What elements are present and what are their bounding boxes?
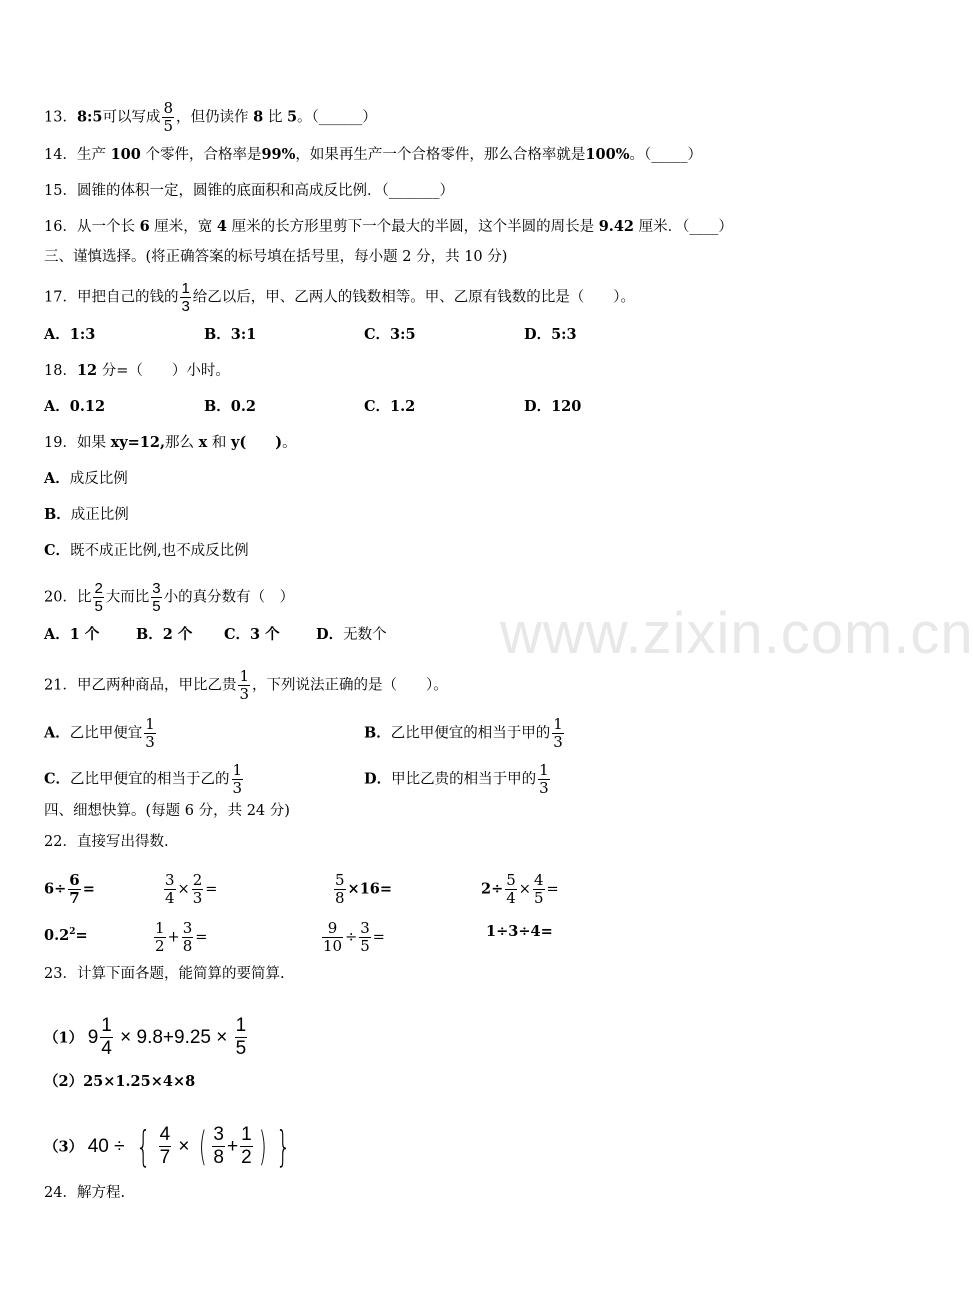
q20-option-c[interactable] xyxy=(224,625,280,645)
q-number: 18． xyxy=(44,363,77,379)
option-text: 乙比甲便宜 xyxy=(69,725,143,742)
text: 分=（ ）小时。 xyxy=(101,363,230,379)
part-label: （2） xyxy=(44,1073,84,1090)
denominator: 8 xyxy=(213,1147,224,1168)
denominator: 3 xyxy=(145,733,155,751)
q20-option-b[interactable] xyxy=(136,625,192,645)
fraction xyxy=(154,920,166,955)
operator: × xyxy=(178,1135,190,1157)
q-number: 13． xyxy=(44,109,77,126)
section-3-heading: 三、谨慎选择。(将正确答案的标号填在括号里，每小题 2 分，共 10 分) xyxy=(44,249,508,265)
text: 从一个长 xyxy=(76,219,135,235)
q18-option-b[interactable]: B．0.2 xyxy=(204,398,256,415)
operator: × xyxy=(177,881,190,898)
numerator: 9 xyxy=(327,919,338,937)
denominator: 5 xyxy=(94,598,103,615)
number: 8 xyxy=(253,108,264,126)
number: 5 xyxy=(286,108,298,126)
number: 100% xyxy=(585,146,630,163)
denominator: 3 xyxy=(181,298,190,315)
question-22: 22．直接写出得数. xyxy=(44,834,169,850)
q21-option-d[interactable] xyxy=(364,762,552,797)
text: 那么 xyxy=(165,435,195,451)
option-label: D． xyxy=(364,770,392,788)
text: 0.2 xyxy=(44,926,70,944)
option-label: C． xyxy=(44,770,71,788)
denominator: 5 xyxy=(152,598,161,615)
calc-r1c4 xyxy=(481,872,559,907)
numerator: 4 xyxy=(533,871,544,889)
denominator: 4 xyxy=(506,889,516,907)
answer-blank[interactable]: 。（______） xyxy=(297,109,377,126)
q18-option-a[interactable]: A．0.12 xyxy=(44,398,106,415)
numerator: 1 xyxy=(539,761,549,779)
fraction xyxy=(159,1124,172,1169)
text: 给乙以后，甲、乙两人的钱数相等。甲、乙原有钱数的比是（ ）。 xyxy=(192,289,636,306)
denominator: 2 xyxy=(241,1147,252,1168)
text: ，下列说法正确的是（ ）。 xyxy=(252,677,448,694)
text: 和 xyxy=(211,435,227,451)
text: 如果 xyxy=(76,435,106,451)
numerator: 8 xyxy=(163,99,174,117)
fraction xyxy=(538,762,550,797)
fraction xyxy=(322,920,343,955)
denominator: 3 xyxy=(239,685,249,703)
question-24: 24．解方程. xyxy=(44,1185,126,1201)
exponent: 2 xyxy=(69,927,76,937)
question-20 xyxy=(44,580,294,615)
numerator: 1 xyxy=(145,715,155,733)
question-18 xyxy=(44,361,230,381)
q23-part-3 xyxy=(44,1121,297,1171)
operator: × xyxy=(518,881,531,898)
fraction xyxy=(552,716,564,751)
left-brace: { xyxy=(135,1121,151,1171)
text: ×16= xyxy=(347,880,393,898)
denominator: 2 xyxy=(155,937,165,955)
numerator: 5 xyxy=(335,871,345,889)
equals: = xyxy=(82,880,95,898)
option-text: 成反比例 xyxy=(69,471,128,487)
question-13 xyxy=(44,100,377,135)
fraction xyxy=(192,872,204,907)
part-label: （3） xyxy=(44,1138,84,1156)
denominator: 7 xyxy=(69,889,80,907)
text: 厘米，宽 xyxy=(154,219,213,235)
denominator: 5 xyxy=(360,937,370,955)
denominator: 7 xyxy=(159,1147,171,1168)
denominator: 10 xyxy=(323,937,343,955)
text: 甲把自己的钱的 xyxy=(76,289,179,306)
number: 100 xyxy=(110,146,141,163)
denominator: 8 xyxy=(335,889,345,907)
option-text: 无数个 xyxy=(343,627,387,643)
text: 6÷ xyxy=(44,880,67,898)
numerator: 6 xyxy=(69,871,80,889)
numerator: 3 xyxy=(165,871,175,889)
left-paren: ( xyxy=(198,1123,207,1170)
option-text: 1 个 xyxy=(69,626,100,643)
fraction xyxy=(359,920,371,955)
question-15: 15．圆锥的体积一定，圆锥的底面积和高成反比例．（_______） xyxy=(44,183,454,199)
expression xyxy=(87,1121,297,1171)
numerator: 5 xyxy=(506,871,516,889)
fraction xyxy=(144,716,156,751)
q21-option-b[interactable] xyxy=(364,716,566,751)
option-label: A． xyxy=(44,470,70,487)
q18-option-d[interactable]: D．120 xyxy=(524,398,582,415)
text: 大而比 xyxy=(105,589,150,606)
denominator: 5 xyxy=(533,889,544,907)
answer-blank[interactable]: 。（_____） xyxy=(629,147,702,163)
numerator: 1 xyxy=(101,1015,112,1036)
right-paren: ) xyxy=(258,1123,267,1170)
question-19 xyxy=(44,433,297,453)
option-label: B． xyxy=(44,506,71,523)
text: 比 xyxy=(267,109,283,126)
numerator: 1 xyxy=(239,667,249,685)
q-number: 17． xyxy=(44,289,77,306)
question-16 xyxy=(44,217,733,237)
text: 比 xyxy=(76,589,92,606)
q23-part-1 xyxy=(44,1015,249,1060)
denominator: 3 xyxy=(539,779,549,797)
option-label: A． xyxy=(44,724,70,742)
denominator: 3 xyxy=(232,779,243,797)
equals: = xyxy=(205,881,218,898)
operator: ÷ xyxy=(345,929,358,946)
numerator: 1 xyxy=(155,919,165,937)
number: 6 xyxy=(139,218,150,235)
option-label: C． xyxy=(44,542,71,559)
fraction xyxy=(212,1124,225,1169)
denominator: 4 xyxy=(101,1038,112,1059)
answer-blank[interactable]: 厘米．（____） xyxy=(638,219,733,235)
fraction xyxy=(100,1015,113,1060)
numerator: 2 xyxy=(94,580,103,597)
q17-option-d[interactable]: D．5:3 xyxy=(524,326,577,343)
calc-r1c1 xyxy=(44,872,95,907)
calc-r2c4: 1÷3÷4= xyxy=(486,923,553,940)
numerator: 1 xyxy=(181,280,190,297)
text: 40 ÷ xyxy=(87,1135,125,1157)
q17-option-c[interactable]: C．3:5 xyxy=(364,326,416,343)
q20-option-a[interactable] xyxy=(44,625,99,645)
fraction xyxy=(93,580,103,615)
ratio: 8:5 xyxy=(76,108,103,126)
q18-option-c[interactable]: C．1.2 xyxy=(364,398,416,415)
fraction xyxy=(505,872,517,907)
numerator: 1 xyxy=(235,1015,247,1036)
number: 4 xyxy=(216,218,227,235)
fraction xyxy=(533,872,545,907)
q-number: 16． xyxy=(44,219,77,235)
expression xyxy=(87,1015,250,1059)
option-text: 乙比甲便宜的相当于甲的 xyxy=(390,725,551,742)
q-number: 14． xyxy=(44,147,77,163)
variable: y( ) xyxy=(231,434,283,451)
text: × 9.8+9.25 × xyxy=(120,1026,228,1048)
fraction xyxy=(232,762,244,797)
numerator: 4 xyxy=(159,1124,171,1145)
numerator: 3 xyxy=(213,1124,224,1145)
text: 小的真分数有（ ） xyxy=(163,589,295,606)
fraction xyxy=(180,280,190,315)
number: 12 xyxy=(76,362,98,379)
numerator: 1 xyxy=(241,1124,252,1145)
denominator: 8 xyxy=(182,937,193,955)
q19-option-a[interactable] xyxy=(44,469,128,489)
q17-option-a[interactable]: A．1:3 xyxy=(44,326,96,343)
q21-option-a[interactable] xyxy=(44,716,158,751)
q17-option-b[interactable]: B．3:1 xyxy=(204,326,257,343)
q20-option-d[interactable] xyxy=(316,625,387,645)
denominator: 5 xyxy=(163,117,174,135)
denominator: 3 xyxy=(192,889,203,907)
number: 99% xyxy=(261,146,296,163)
fraction xyxy=(151,580,161,615)
variable: x xyxy=(198,434,208,451)
number: 9.42 xyxy=(598,218,635,235)
text: 生产 xyxy=(76,147,106,163)
fraction xyxy=(238,668,250,703)
question-14 xyxy=(44,145,702,165)
section-4-heading: 四、细想快算。(每题 6 分，共 24 分) xyxy=(44,803,290,819)
text: 2÷ xyxy=(481,880,504,898)
question-17 xyxy=(44,280,635,315)
q19-option-b[interactable] xyxy=(44,505,129,525)
fraction xyxy=(164,872,176,907)
text: 。 xyxy=(282,435,297,451)
fraction xyxy=(240,1124,253,1169)
numerator: 3 xyxy=(182,919,193,937)
calc-r2c2 xyxy=(152,920,207,955)
fraction xyxy=(182,920,194,955)
option-label: B． xyxy=(136,626,163,643)
numerator: 3 xyxy=(152,580,161,597)
denominator: 3 xyxy=(553,733,563,751)
text: 个零件，合格率是 xyxy=(145,147,262,163)
fraction xyxy=(235,1015,248,1060)
option-text: 2 个 xyxy=(162,626,193,643)
text: 可以写成 xyxy=(102,109,161,126)
whole-number: 9 xyxy=(87,1026,99,1048)
equals: = xyxy=(372,929,385,946)
numerator: 3 xyxy=(360,919,370,937)
fraction xyxy=(334,872,346,907)
calc-r1c2 xyxy=(162,872,217,907)
operator: + xyxy=(227,1135,239,1157)
denominator: 4 xyxy=(165,889,175,907)
question-21 xyxy=(44,668,448,703)
equals: = xyxy=(195,929,208,946)
text: ，但仍读作 xyxy=(176,109,249,126)
operator: + xyxy=(167,929,180,946)
calc-r2c1 xyxy=(44,922,88,946)
calc-r1c3 xyxy=(332,872,392,907)
option-text: 成正比例 xyxy=(70,507,129,523)
text: ，如果再生产一个合格零件，那么合格率就是 xyxy=(295,147,586,163)
option-label: D． xyxy=(316,626,344,643)
part-label: （1） xyxy=(44,1029,84,1047)
q23-part-2 xyxy=(44,1072,195,1092)
q-number: 19． xyxy=(44,435,77,451)
calc-r2c3 xyxy=(320,920,385,955)
option-label: B． xyxy=(364,724,391,742)
equals: = xyxy=(546,881,559,898)
q21-option-c[interactable] xyxy=(44,762,245,797)
denominator: 5 xyxy=(235,1038,247,1059)
numerator: 2 xyxy=(192,871,203,889)
fraction xyxy=(68,872,80,907)
equals: = xyxy=(75,926,88,944)
option-text: 甲比乙贵的相当于甲的 xyxy=(391,771,537,788)
option-text: 3 个 xyxy=(250,626,280,643)
option-label: A． xyxy=(44,626,70,643)
q-number: 20． xyxy=(44,589,77,606)
option-text: 乙比甲便宜的相当于乙的 xyxy=(70,771,230,788)
text: 甲乙两种商品，甲比乙贵 xyxy=(76,677,237,694)
option-text: 既不成正比例,也不成反比例 xyxy=(70,543,249,559)
q19-option-c[interactable] xyxy=(44,541,249,561)
right-brace: } xyxy=(276,1121,292,1171)
expression: 25×1.25×4×8 xyxy=(83,1073,196,1090)
numerator: 1 xyxy=(553,715,563,733)
q-number: 21． xyxy=(44,677,77,694)
watermark: www.zixin.com.cn xyxy=(500,601,974,666)
option-label: C． xyxy=(224,626,251,643)
question-23: 23．计算下面各题，能简算的要简算. xyxy=(44,966,285,982)
expression: xy=12, xyxy=(110,434,166,451)
numerator: 1 xyxy=(232,761,243,779)
text: 厘米的长方形里剪下一个最大的半圆，这个半圆的周长是 xyxy=(231,219,595,235)
fraction xyxy=(162,100,174,135)
